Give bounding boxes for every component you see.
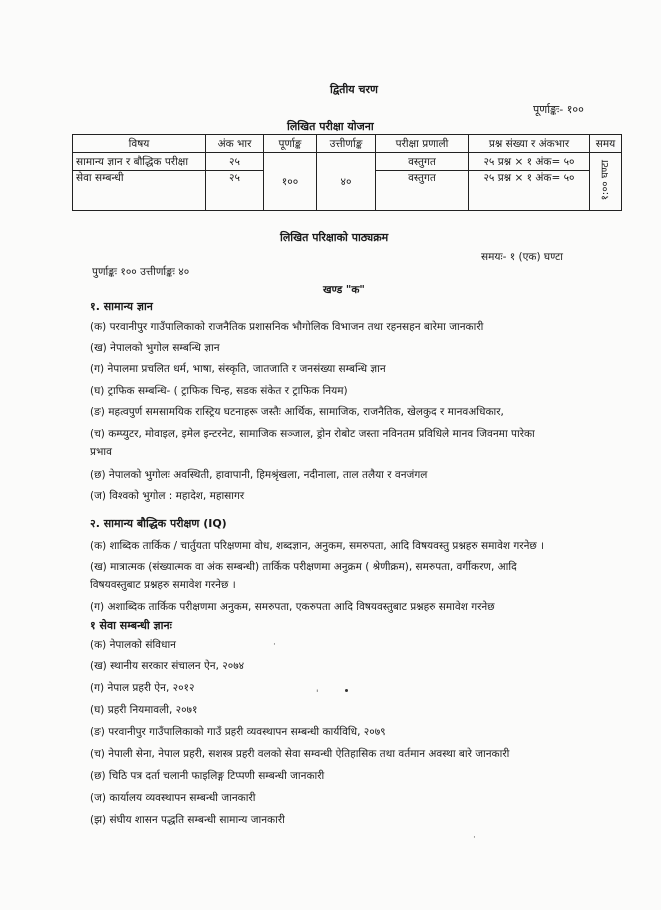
marks-line: पुर्णाङ्कः १०० उत्तीर्णाङ्कः ४० bbox=[92, 266, 190, 278]
stage-title: द्वितीय चरण bbox=[330, 83, 378, 96]
list-item: (क) परवानीपुर गाउँपालिकाको राजनैतिक प्रशासनिक भौगोलिक विभाजन तथा रहनसहन बारेमा जानकारी bbox=[90, 321, 484, 333]
list-item: (ङ) महत्वपुर्ण समसामयिक रास्ट्रिय घटनाहरू जस्तैः आर्थिक, सामाजिक, राजनैतिक, खेलकुद र मानवअधिकार, bbox=[90, 406, 504, 418]
time-line: समयः- १ (एक) घण्टा bbox=[481, 251, 564, 263]
full-marks-cell: १०० bbox=[264, 153, 317, 211]
questions-cell: २५ प्रश्न × १ अंक= ५० bbox=[469, 171, 590, 211]
list-item: प्रभाव bbox=[90, 446, 112, 458]
scan-mark: ' bbox=[316, 689, 319, 699]
list-item: (ख) मात्रात्मक (संख्यात्मक वा अंक सम्बन्धी) तार्किक परीक्षणमा अनुक्रम ( श्रेणीक्रम), समरुपता, वर्गीकरण, आदि bbox=[90, 561, 517, 573]
list-item: (ख) स्थानीय सरकार संचालन ऐन, २०७४ bbox=[90, 660, 245, 672]
list-item: (ख) नेपालको भुगोल सम्बन्धि ज्ञान bbox=[90, 342, 220, 354]
pass-marks-cell: ४० bbox=[317, 153, 376, 211]
scan-mark: · bbox=[273, 640, 276, 650]
list-item: (ङ) परवानीपुर गाउँपालिकाको गाउँ प्रहरी व्यवस्थापन सम्बन्धी कार्यविधि, २०७९ bbox=[90, 726, 386, 738]
method-cell: वस्तुगत bbox=[376, 171, 469, 211]
section-title: खण्ड "क" bbox=[323, 284, 365, 296]
method-cell: वस्तुगत bbox=[376, 153, 469, 171]
part3-heading: १ सेवा सम्बन्धी ज्ञानः bbox=[90, 619, 172, 632]
list-item: (क) नेपालको संविधान bbox=[90, 639, 177, 651]
part2-heading: २. सामान्य बौद्धिक परीक्षण (IQ) bbox=[90, 517, 227, 530]
table-header-cell: अंक भार bbox=[206, 135, 264, 153]
scan-mark: · bbox=[473, 833, 476, 843]
table-header-cell: विषय bbox=[73, 135, 206, 153]
table-header-cell: उत्तीर्णाङ्क bbox=[317, 135, 376, 153]
table-header-cell: परीक्षा प्रणाली bbox=[376, 135, 469, 153]
table-header-cell: पूर्णाङ्क bbox=[264, 135, 317, 153]
list-item: (ज) विश्वको भुगोल : महादेश, महासागर bbox=[90, 490, 245, 502]
questions-cell: २५ प्रश्न × १ अंक= ५० bbox=[469, 153, 590, 171]
subject-cell: सामान्य ज्ञान र बौद्धिक परीक्षा bbox=[73, 153, 206, 171]
list-item: (ग) नेपालमा प्रचलित धर्म, भाषा, संस्कृति, जातजाति र जनसंख्या सम्बन्धि ज्ञान bbox=[90, 363, 386, 375]
full-marks-top: पूर्णाङ्कः- १०० bbox=[533, 103, 584, 116]
list-item: (छ) चिठि पत्र दर्ता चलानी फाइलिङ्ग टिप्पणी सम्बन्धी जानकारी bbox=[90, 770, 325, 782]
exam-plan-table bbox=[72, 134, 622, 211]
list-item: (क) शाब्दिक तार्किक / चार्तुयता परिक्षणमा वोध, शब्दज्ञान, अनुकम, समरुपता, आदि विषयवस्तु प्रश्नहरु समावेश गरनेछ । bbox=[90, 540, 545, 552]
time-value: १:०० घण्टा bbox=[599, 159, 611, 201]
subject-cell: सेवा सम्बन्धी bbox=[73, 171, 206, 211]
list-item: (घ) प्रहरी नियमावली, २०७१ bbox=[90, 704, 198, 716]
list-item: (झ) संघीय शासन पद्धति सम्बन्धी सामान्य जानकारी bbox=[90, 814, 285, 826]
weight-cell: २५ bbox=[206, 153, 264, 171]
list-item: (च) कम्प्युटर, मोवाइल, इमेल इन्टरनेट, सामाजिक सञ्जाल, ड्रोन रोबोट जस्ता नविनतम प्रविधिले मानव जिवनमा पारेका bbox=[90, 428, 535, 440]
list-item: (च) नेपाली सेना, नेपाल प्रहरी, सशस्त्र प्रहरी वलको सेवा सम्वन्धी ऐतिहासिक तथा वर्तमान अवस्था बारे जानकारी bbox=[90, 748, 510, 760]
syllabus-title: लिखित परिक्षाको पाठ्यक्रम bbox=[280, 231, 389, 244]
list-item: (ग) अशाब्दिक तार्किक परीक्षणमा अनुकम, समरुपता, एकरुपता आदि विषयवस्तुबाट प्रश्नहरु समावेश गरनेछ bbox=[90, 601, 495, 613]
exam-plan-title: लिखित परीक्षा योजना bbox=[287, 120, 374, 133]
table-header-cell: समय bbox=[590, 135, 622, 153]
table-header-cell: प्रश्न संख्या र अंकभार bbox=[469, 135, 590, 153]
list-item: (छ) नेपालको भुगोलः अवस्थिती, हावापानी, हिमश्रृंखला, नदीनाला, ताल तलैया र वनजंगल bbox=[90, 469, 428, 481]
list-item: (ज) कार्यालय व्यवस्थापन सम्बन्धी जानकारी bbox=[90, 792, 256, 804]
table-header-row bbox=[73, 135, 622, 153]
list-item: (ग) नेपाल प्रहरी ऐन, २०१२ bbox=[90, 682, 195, 694]
table-row bbox=[73, 153, 622, 171]
scan-speck bbox=[345, 689, 348, 692]
weight-cell: २५ bbox=[206, 171, 264, 211]
list-item: (घ) ट्राफिक सम्बन्धि- ( ट्राफिक चिन्ह, सडक संकेत र ट्राफिक नियम) bbox=[90, 385, 348, 397]
list-item: विषयवस्तुबाट प्रश्नहरु समावेश गरनेछ । bbox=[90, 579, 236, 591]
time-cell bbox=[590, 153, 622, 211]
part1-heading: १. सामान्य ज्ञान bbox=[90, 300, 153, 313]
